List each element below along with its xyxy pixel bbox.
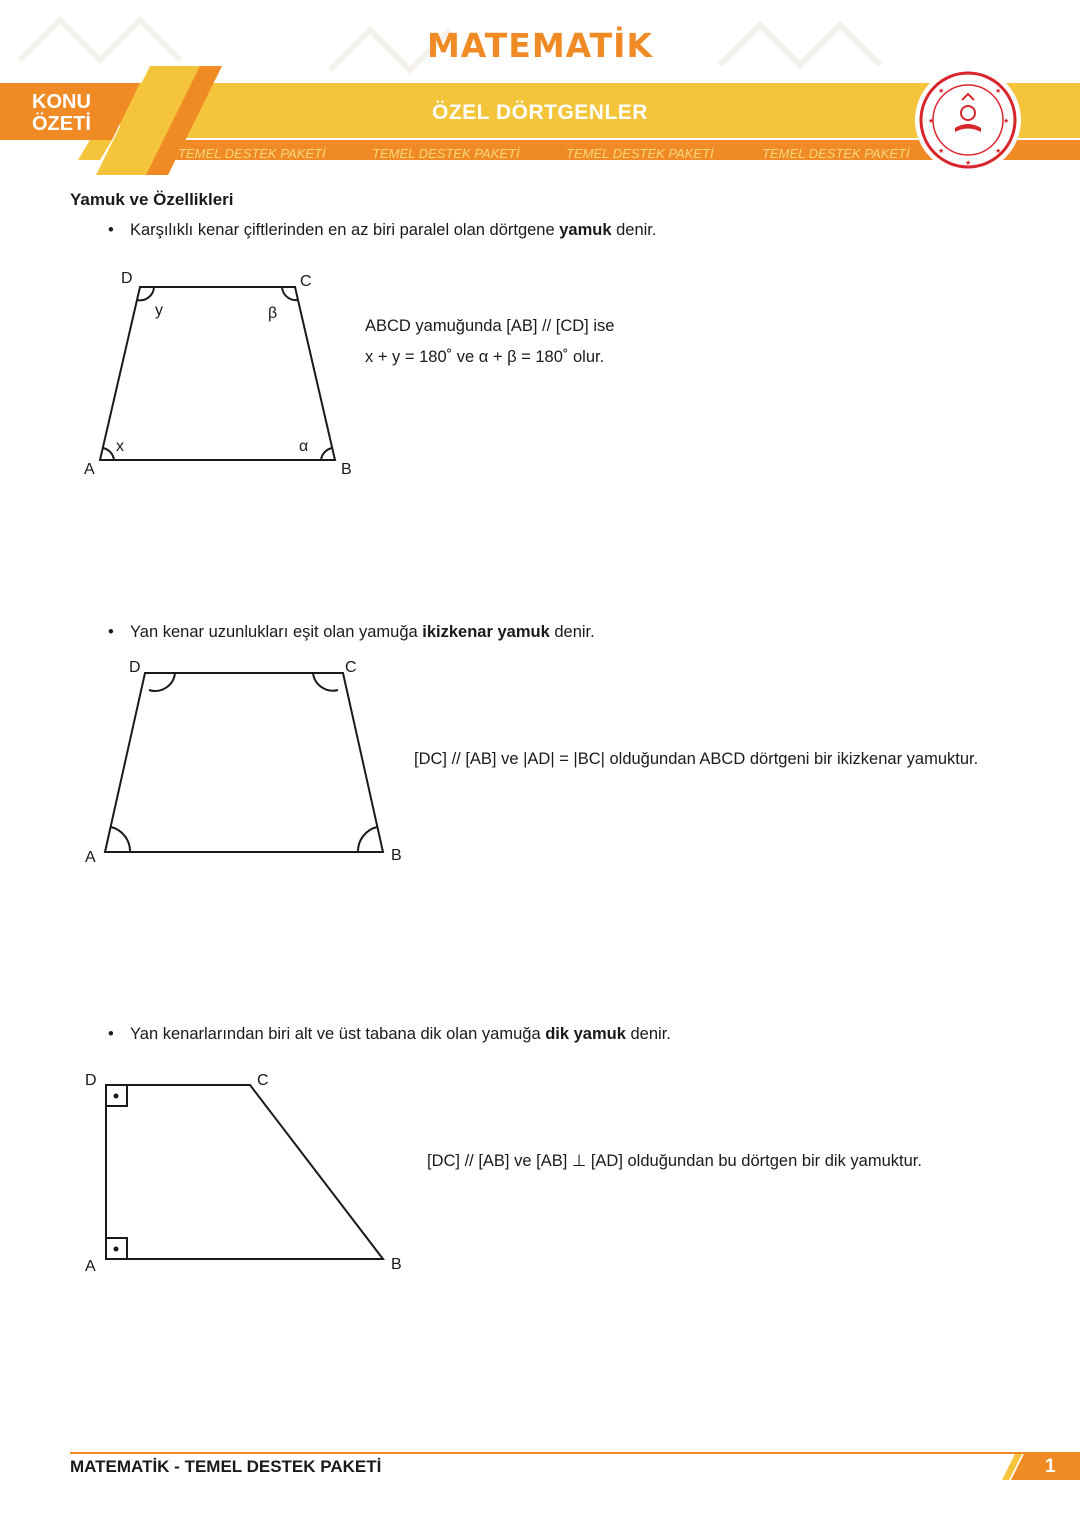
vertex-label-d: D: [129, 659, 141, 676]
ribbon-text: TEMEL DESTEK PAKETİ: [372, 146, 520, 161]
bullet-dot: •: [108, 1025, 114, 1043]
vertex-label-b: B: [341, 461, 352, 478]
right-trapezoid-figure: [106, 1085, 383, 1259]
angle-arc-c: [313, 673, 338, 691]
angle-arc-b: [358, 827, 377, 852]
footer-title: MATEMATİK - TEMEL DESTEK PAKETİ: [70, 1457, 382, 1476]
angle-label-y: y: [155, 302, 163, 319]
right-trapezoid-shape: [106, 1085, 383, 1259]
page-number: 1: [1045, 1456, 1056, 1477]
subject-title: ÖZEL DÖRTGENLER: [432, 101, 648, 124]
vertex-label-b: B: [391, 1256, 402, 1273]
svg-text:★: ★: [938, 147, 945, 155]
isosceles-trapezoid-figure: [105, 673, 383, 852]
definition-text: Karşılıklı kenar çiftlerinden en az biri paralel olan dörtgene: [130, 221, 560, 239]
svg-text:★: ★: [938, 87, 945, 95]
definition-text-end: denir.: [625, 1025, 671, 1043]
definition-text: Yan kenarlarından biri alt ve üst tabana dik olan yamuğa: [130, 1025, 546, 1043]
svg-text:★: ★: [928, 117, 935, 125]
svg-text:★: ★: [1003, 117, 1010, 125]
definition-text-end: denir.: [549, 623, 595, 641]
right-trapezoid-note: [DC] // [AB] ve [AB] ⊥ [AD] olduğundan bu dörtgen bir dik yamuktur.: [427, 1152, 922, 1170]
angle-label-x: x: [116, 438, 124, 455]
trapezoid-property-note: [365, 311, 614, 373]
right-angle-dot-a: [114, 1247, 119, 1252]
vertex-label-a: A: [85, 1258, 96, 1275]
bullet-dot: •: [108, 221, 114, 239]
angle-arc-a: [103, 448, 114, 460]
svg-text:★: ★: [995, 87, 1002, 95]
bullet-dot: •: [108, 623, 114, 641]
vertex-label-c: C: [300, 273, 312, 290]
vertex-label-a: A: [85, 849, 96, 866]
page-main-title: MATEMATİK: [426, 26, 654, 65]
ribbon-text: TEMEL DESTEK PAKETİ: [178, 146, 326, 161]
angle-label-alpha: α: [299, 438, 309, 455]
note-line2: x + y = 180˚ ve α + β = 180˚ olur.: [365, 348, 605, 366]
trapezoid-figure: [100, 287, 335, 460]
konu-line2: ÖZETİ: [32, 113, 91, 135]
svg-text:★: ★: [995, 147, 1002, 155]
right-angle-dot-d: [114, 1094, 119, 1099]
definition-term: ikizkenar yamuk: [422, 623, 550, 641]
isosceles-note: [DC] // [AB] ve |AD| = |BC| olduğundan ABCD dörtgeni bir ikizkenar yamuktur.: [414, 750, 979, 768]
vertex-label-a: A: [84, 461, 95, 478]
definition-dik-yamuk: [108, 1025, 671, 1044]
isosceles-trapezoid-shape: [105, 673, 383, 852]
vertex-label-b: B: [391, 847, 402, 864]
ribbon-text: TEMEL DESTEK PAKETİ: [566, 146, 714, 161]
vertex-label-d: D: [85, 1072, 97, 1089]
vertex-label-c: C: [345, 659, 357, 676]
footer-divider: [70, 1452, 1080, 1454]
ribbon-text: TEMEL DESTEK PAKETİ: [762, 146, 910, 161]
definition-text-end: denir.: [611, 221, 657, 239]
trapezoid-shape: [100, 287, 335, 460]
definition-ikizkenar-yamuk: [108, 623, 595, 642]
vertex-label-c: C: [257, 1072, 269, 1089]
angle-arc-d: [149, 673, 175, 691]
angle-label-beta: β: [268, 305, 278, 322]
konu-line1: KONU: [32, 91, 91, 113]
note-line1: ABCD yamuğunda [AB] // [CD] ise: [365, 317, 615, 335]
svg-text:★: ★: [965, 159, 972, 167]
section-title: Yamuk ve Özellikleri: [70, 190, 234, 209]
angle-arc-b: [321, 448, 332, 460]
definition-text: Yan kenar uzunlukları eşit olan yamuğa: [130, 623, 423, 641]
vertex-label-d: D: [121, 270, 133, 287]
definition-term: yamuk: [559, 221, 612, 239]
angle-arc-a: [111, 827, 130, 852]
definition-term: dik yamuk: [545, 1025, 626, 1043]
